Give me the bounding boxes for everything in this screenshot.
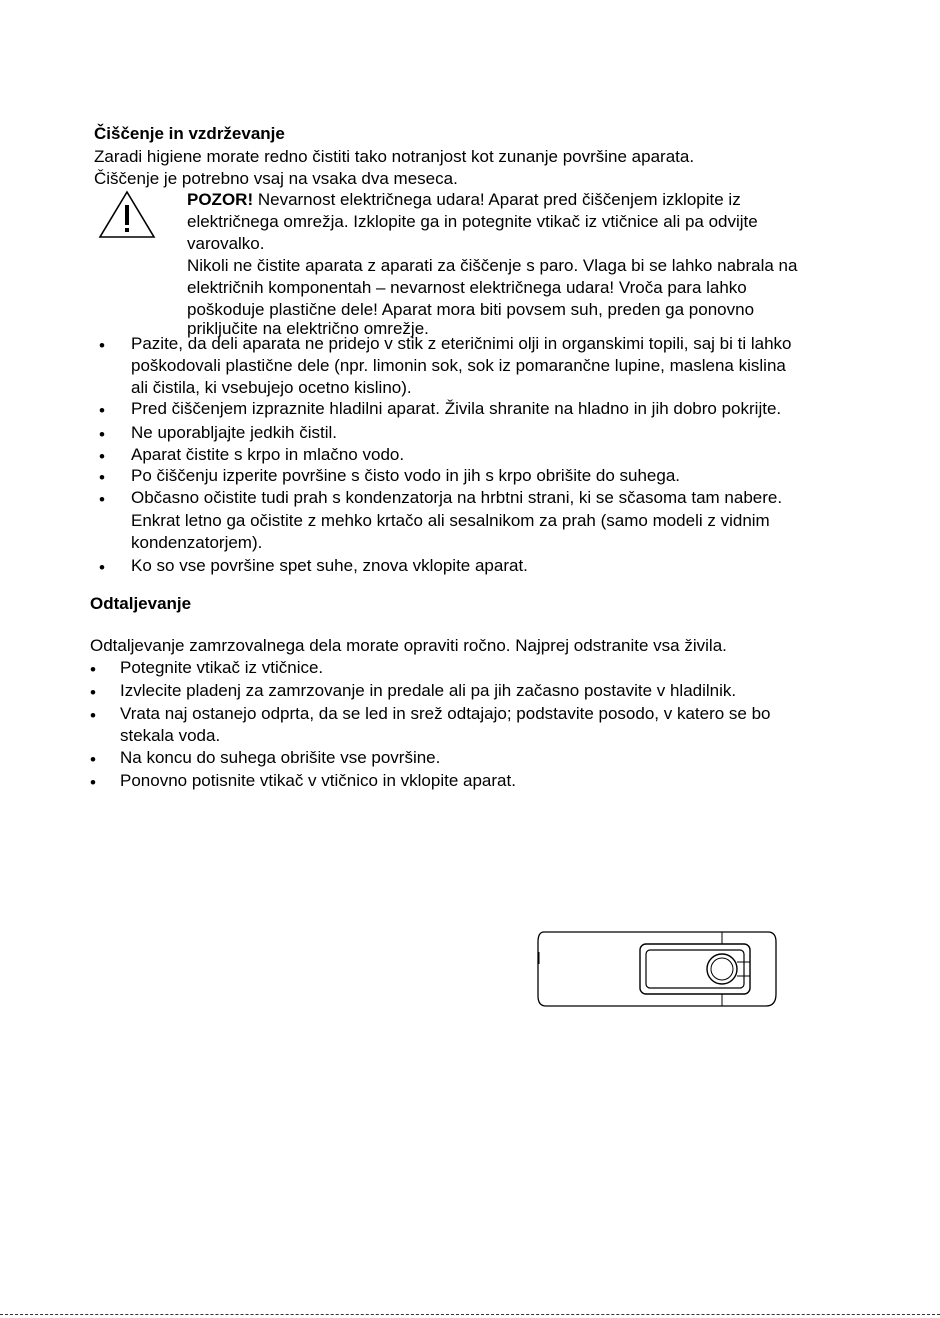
intro-line: Čiščenje je potrebno vsaj na vsaka dva meseca. bbox=[94, 169, 458, 188]
warning-line: poškoduje plastične dele! Aparat mora biti povsem suh, preden ga ponovno bbox=[187, 300, 755, 319]
warning-triangle-icon bbox=[98, 190, 156, 240]
footer-divider bbox=[0, 1314, 940, 1315]
list-item: Občasno očistite tudi prah s kondenzatorja na hrbtni strani, ki se sčasoma tam nabere. bbox=[131, 488, 783, 507]
warning-line: Nikoli ne čistite aparata z aparati za čiščenje s paro. Vlaga bi se lahko nabrala na bbox=[187, 256, 798, 275]
bullet-marker: • bbox=[99, 401, 105, 420]
list-item: Ne uporabljajte jedkih čistil. bbox=[131, 423, 337, 442]
list-item: stekala voda. bbox=[120, 726, 221, 745]
warning-line: priključite na električno omrežje. bbox=[187, 319, 429, 338]
section-title-defrosting: Odtaljevanje bbox=[90, 594, 192, 613]
bullet-marker: • bbox=[99, 336, 105, 355]
list-item: Pred čiščenjem izpraznite hladilni aparat. Živila shranite na hladno in jih dobro pokrijte. bbox=[131, 399, 782, 418]
bullet-marker: • bbox=[99, 425, 105, 444]
list-item: Ponovno potisnite vtikač v vtičnico in vklopite aparat. bbox=[120, 771, 516, 790]
list-item: Ko so vse površine spet suhe, znova vklopite aparat. bbox=[131, 556, 528, 575]
bullet-marker: • bbox=[90, 773, 96, 792]
section-title-cleaning: Čiščenje in vzdrževanje bbox=[94, 124, 285, 143]
list-item: Na koncu do suhega obrišite vse površine. bbox=[120, 748, 441, 767]
bullet-marker: • bbox=[90, 706, 96, 725]
bullet-marker: • bbox=[90, 660, 96, 679]
bullet-marker: • bbox=[99, 468, 105, 487]
warning-text: Nevarnost električnega udara! Aparat pred čiščenjem izklopite iz bbox=[253, 190, 741, 209]
warning-first-line bbox=[187, 189, 741, 211]
list-item: Izvlecite pladenj za zamrzovanje in predale ali pa jih začasno postavite v hladilnik. bbox=[120, 681, 737, 700]
warning-line: električnih komponentah – nevarnost električnega udara! Vroča para lahko bbox=[187, 278, 747, 297]
list-item: Potegnite vtikač iz vtičnice. bbox=[120, 658, 324, 677]
list-item: Pazite, da deli aparata ne pridejo v stik z eteričnimi olji in organskimi topili, saj bi ti lahko bbox=[131, 334, 792, 353]
warning-label: POZOR! bbox=[187, 190, 254, 209]
list-item: ali čistila, ki vsebujejo ocetno kislino). bbox=[131, 378, 412, 397]
list-item: Vrata naj ostanejo odprta, da se led in srež odtajajo; podstavite posodo, v katero se bo bbox=[120, 704, 771, 723]
bullet-marker: • bbox=[99, 447, 105, 466]
bullet-marker: • bbox=[90, 750, 96, 769]
list-item: kondenzatorjem). bbox=[131, 533, 263, 552]
list-item: Enkrat letno ga očistite z mehko krtačo ali sesalnikom za prah (samo modeli z vidnim bbox=[131, 511, 770, 530]
bullet-marker: • bbox=[99, 558, 105, 577]
list-item: Po čiščenju izperite površine s čisto vodo in jih s krpo obrišite do suhega. bbox=[131, 466, 681, 485]
bullet-marker: • bbox=[90, 683, 96, 702]
list-item: Aparat čistite s krpo in mlačno vodo. bbox=[131, 445, 405, 464]
appliance-switch-panel-icon bbox=[536, 930, 778, 1008]
warning-line: električnega omrežja. Izklopite ga in potegnite vtikač iz vtičnice ali pa odvijte bbox=[187, 212, 758, 231]
intro-line: Odtaljevanje zamrzovalnega dela morate opraviti ročno. Najprej odstranite vsa živila. bbox=[90, 636, 727, 655]
warning-line: varovalko. bbox=[187, 234, 265, 253]
bullet-marker: • bbox=[99, 490, 105, 509]
list-item: poškodovali plastične dele (npr. limonin sok, sok iz pomarančne lupine, maslena kislina bbox=[131, 356, 786, 375]
intro-line: Zaradi higiene morate redno čistiti tako notranjost kot zunanje površine aparata. bbox=[94, 147, 695, 166]
